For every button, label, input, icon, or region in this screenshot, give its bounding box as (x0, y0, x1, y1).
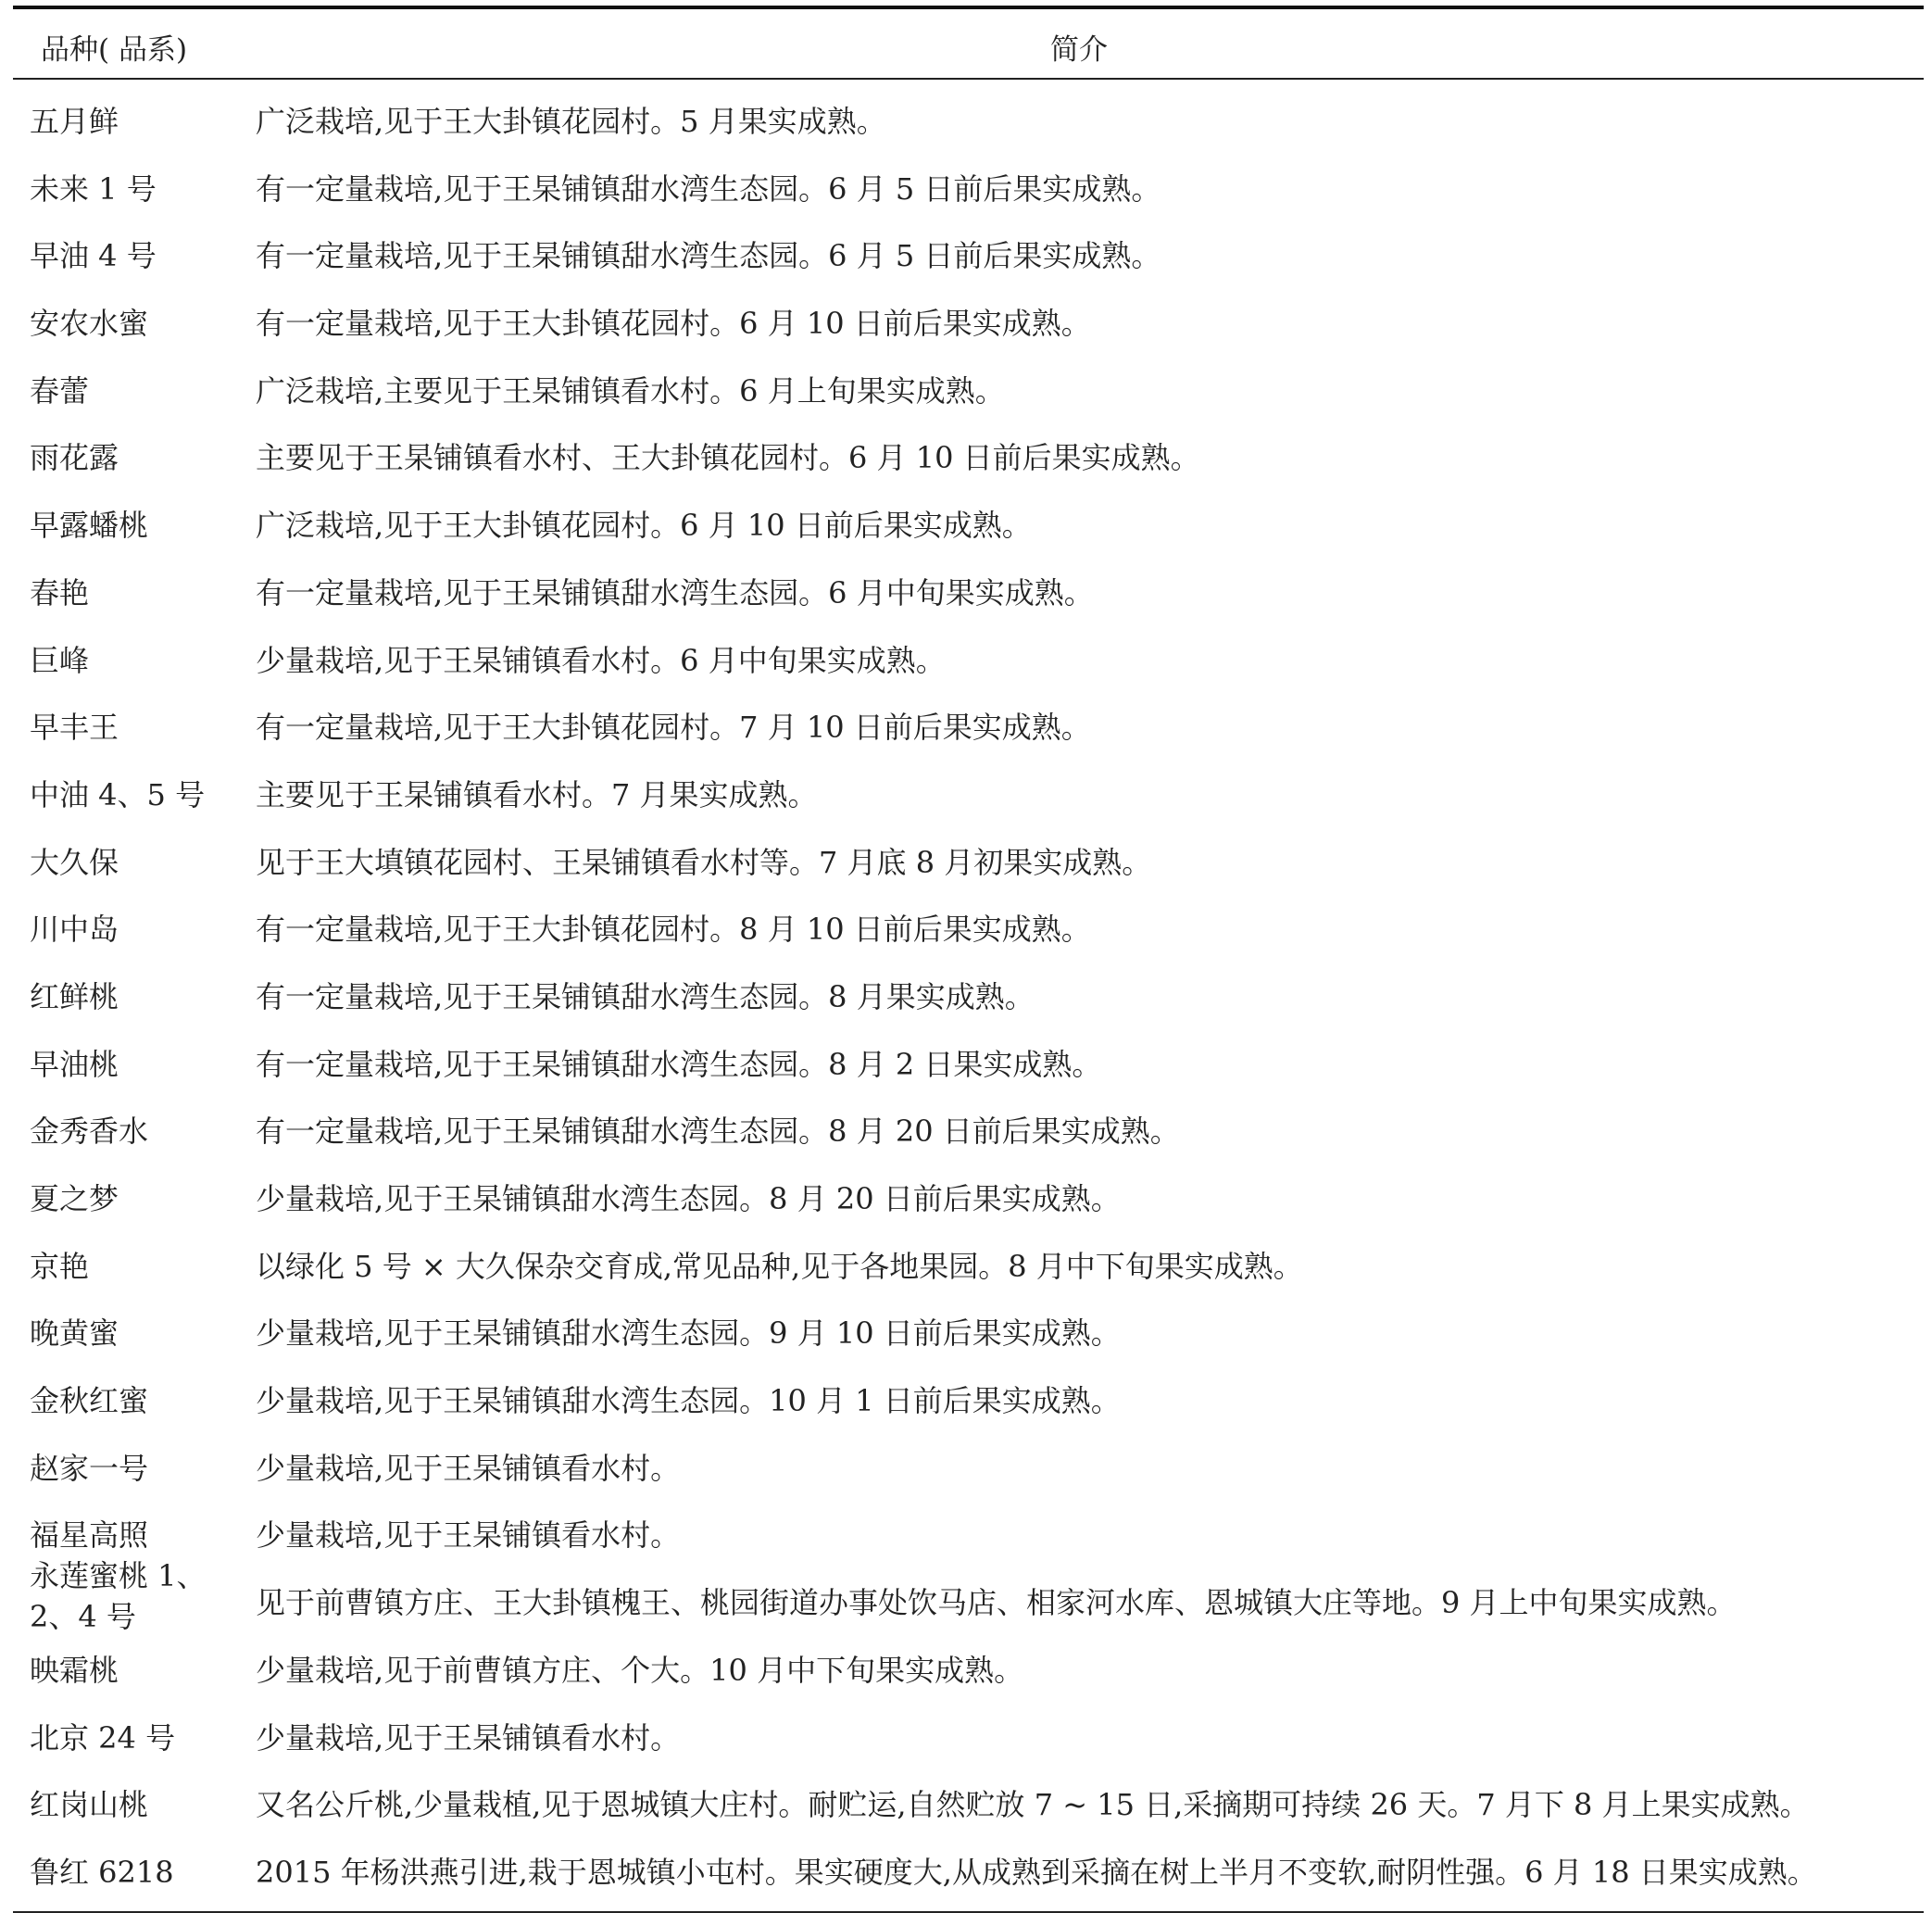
variety-description: 广泛栽培,见于王大卦镇花园村。5 月果实成熟。 (256, 104, 886, 139)
table-row (13, 487, 1924, 555)
variety-description: 又名公斤桃,少量栽植,见于恩城镇大庄村。耐贮运,自然贮放 7 ~ 15 日,采摘期可持续 26 天。7 月下 8 月上果实成熟。 (256, 1787, 1810, 1823)
variety-name: 春蕾 (30, 372, 90, 409)
table-row (13, 218, 1924, 285)
variety-description: 以绿化 5 号 × 大久保杂交育成,常见品种,见于各地果园。8 月中下旬果实成熟。 (256, 1248, 1303, 1284)
variety-name: 早油桃 (30, 1046, 119, 1082)
variety-name: 川中岛 (30, 912, 119, 948)
variety-name: 赵家一号 (30, 1450, 149, 1486)
table-row (13, 1497, 1924, 1565)
variety-description: 广泛栽培,主要见于王杲铺镇看水村。6 月上旬果实成熟。 (256, 372, 1005, 409)
variety-name: 五月鲜 (30, 104, 119, 139)
table-row (13, 1363, 1924, 1430)
table-row (13, 1558, 1924, 1635)
varieties-table (13, 6, 1924, 1913)
variety-description: 少量栽培,见于王杲铺镇看水村。 (256, 1450, 681, 1486)
variety-description: 2015 年杨洪燕引进,栽于恩城镇小屯村。果实硬度大,从成熟到采摘在树上半月不变软,耐阴性强。6 月 18 日果实成熟。 (256, 1854, 1817, 1890)
table-bottom-rule (13, 1911, 1924, 1913)
table-row (13, 1026, 1924, 1094)
variety-description: 少量栽培,见于王杲铺镇看水村。6 月中旬果实成熟。 (256, 642, 946, 678)
variety-description: 少量栽培,见于前曹镇方庄、个大。10 月中下旬果实成熟。 (256, 1652, 1024, 1688)
variety-description: 有一定量栽培,见于王大卦镇花园村。6 月 10 日前后果实成熟。 (256, 306, 1091, 342)
table-row (13, 353, 1924, 421)
variety-description: 少量栽培,见于王杲铺镇甜水湾生态园。8 月 20 日前后果实成熟。 (256, 1181, 1121, 1216)
table-row (13, 689, 1924, 757)
variety-name: 春艳 (30, 574, 90, 610)
header-variety: 品种( 品系) (41, 33, 188, 67)
table-row (13, 151, 1924, 219)
table-body (13, 80, 1924, 1911)
table-row (13, 757, 1924, 824)
table-row (13, 285, 1924, 353)
variety-description: 广泛栽培,见于王大卦镇花园村。6 月 10 日前后果实成熟。 (256, 508, 1032, 544)
variety-description: 见于王大填镇花园村、王杲铺镇看水村等。7 月底 8 月初果实成熟。 (256, 844, 1152, 880)
variety-description: 有一定量栽培,见于王杲铺镇甜水湾生态园。6 月 5 日前后果实成熟。 (256, 170, 1161, 207)
variety-name: 早丰王 (30, 710, 119, 746)
table-row (13, 623, 1924, 690)
table-row (13, 824, 1924, 892)
variety-description: 少量栽培,见于王杲铺镇看水村。 (256, 1719, 681, 1756)
table-row (13, 959, 1924, 1026)
variety-name: 大久保 (30, 844, 119, 880)
variety-name: 映霜桃 (30, 1652, 119, 1688)
variety-name: 巨峰 (30, 642, 90, 678)
variety-description: 有一定量栽培,见于王杲铺镇甜水湾生态园。8 月 20 日前后果实成熟。 (256, 1114, 1180, 1150)
table-row (13, 83, 1924, 151)
variety-description: 少量栽培,见于王杲铺镇甜水湾生态园。10 月 1 日前后果实成熟。 (256, 1383, 1121, 1419)
variety-name: 雨花露 (30, 440, 119, 476)
table-row (13, 1430, 1924, 1498)
variety-name: 中油 4、5 号 (30, 776, 206, 812)
variety-description: 有一定量栽培,见于王大卦镇花园村。7 月 10 日前后果实成熟。 (256, 710, 1091, 746)
table-row (13, 891, 1924, 959)
variety-description: 少量栽培,见于王杲铺镇甜水湾生态园。9 月 10 日前后果实成熟。 (256, 1315, 1121, 1352)
variety-name: 永莲蜜桃 1、2、4 号 (30, 1558, 207, 1635)
variety-name: 金秀香水 (30, 1114, 149, 1150)
variety-name: 福星高照 (30, 1517, 149, 1554)
variety-name: 金秋红蜜 (30, 1383, 149, 1419)
table-header (13, 9, 1924, 78)
variety-name: 未来 1 号 (30, 170, 157, 207)
table-row (13, 1161, 1924, 1228)
variety-name: 红鲜桃 (30, 978, 119, 1014)
variety-description: 有一定量栽培,见于王杲铺镇甜水湾生态园。6 月中旬果实成熟。 (256, 574, 1094, 610)
variety-name: 夏之梦 (30, 1181, 119, 1216)
header-description: 简介 (1050, 33, 1108, 67)
variety-description: 有一定量栽培,见于王杲铺镇甜水湾生态园。8 月 2 日果实成熟。 (256, 1046, 1102, 1082)
variety-name: 安农水蜜 (30, 306, 149, 342)
variety-description: 有一定量栽培,见于王杲铺镇甜水湾生态园。6 月 5 日前后果实成熟。 (256, 238, 1161, 274)
table-row (13, 1295, 1924, 1363)
variety-description: 有一定量栽培,见于王杲铺镇甜水湾生态园。8 月果实成熟。 (256, 978, 1035, 1014)
variety-description: 见于前曹镇方庄、王大卦镇槐王、桃园街道办事处饮马店、相家河水库、恩城镇大庄等地。9 月上中旬果实成熟。 (256, 1585, 1737, 1621)
table-row (13, 1093, 1924, 1161)
table-row (13, 1767, 1924, 1834)
table-row (13, 1700, 1924, 1768)
variety-name: 晚黄蜜 (30, 1315, 119, 1352)
table-row (13, 555, 1924, 623)
variety-name: 红岗山桃 (30, 1787, 149, 1823)
variety-description: 主要见于王杲铺镇看水村。7 月果实成熟。 (256, 776, 818, 812)
variety-name: 京艳 (30, 1248, 90, 1284)
variety-description: 少量栽培,见于王杲铺镇看水村。 (256, 1517, 681, 1554)
variety-name: 早露蟠桃 (30, 508, 149, 544)
table-row (13, 420, 1924, 487)
variety-name: 早油 4 号 (30, 238, 157, 274)
variety-name: 北京 24 号 (30, 1719, 176, 1756)
variety-name: 鲁红 6218 (30, 1854, 174, 1890)
variety-description: 有一定量栽培,见于王大卦镇花园村。8 月 10 日前后果实成熟。 (256, 912, 1091, 948)
table-row (13, 1834, 1924, 1902)
variety-description: 主要见于王杲铺镇看水村、王大卦镇花园村。6 月 10 日前后果实成熟。 (256, 440, 1200, 476)
table-row (13, 1228, 1924, 1296)
table-row (13, 1632, 1924, 1700)
